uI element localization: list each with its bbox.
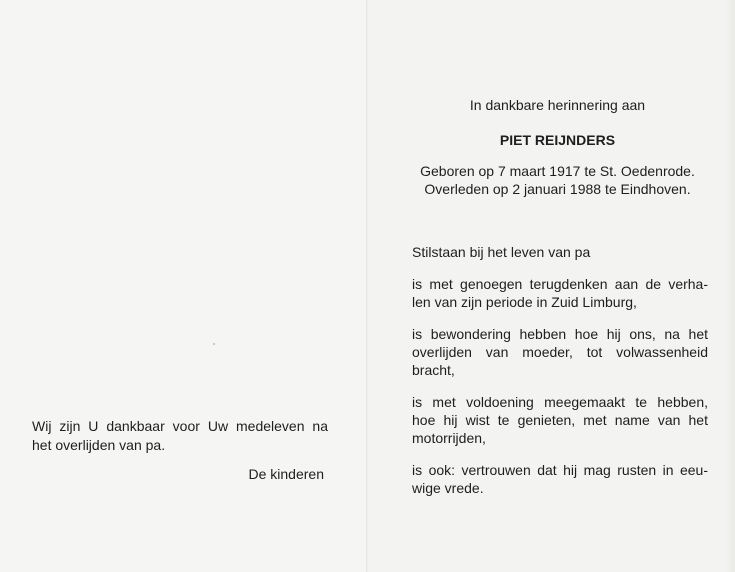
poem-line: is met genoegen terugdenken aan de verha- <box>412 276 708 292</box>
poem-line: wige vrede. <box>412 480 484 496</box>
signature: De kinderen <box>248 466 324 482</box>
paper-speck <box>213 343 215 345</box>
poem-line: is met voldoening meegemaakt te hebben, <box>412 394 708 410</box>
poem-intro: Stilstaan bij het leven van pa <box>412 244 591 260</box>
thanks-line-2: het overlijden van pa. <box>32 437 166 453</box>
poem-stanza-3 <box>412 393 708 447</box>
poem-stanza-1 <box>412 275 708 311</box>
left-panel <box>0 0 367 572</box>
deceased-name: PIET REIJNDERS <box>499 132 616 148</box>
memorial-heading: In dankbare herinnering aan <box>469 97 646 113</box>
poem-line: hoe hij wist te genieten, met name van het <box>412 412 708 428</box>
poem-line: overlijden van moeder, tot volwassenheid <box>412 344 708 360</box>
thanks-line-1: Wij zijn U dankbaar voor Uw medeleven na <box>32 418 328 434</box>
memorial-poem <box>412 243 708 511</box>
card-fold <box>366 0 368 572</box>
poem-line: len van zijn periode in Zuid Limburg, <box>412 294 637 310</box>
birth-line: Geboren op 7 maart 1917 te St. Oedenrode. <box>420 163 695 179</box>
thanks-message <box>32 417 328 455</box>
poem-line: is ook: vertrouwen dat hij mag rusten in eeu- <box>412 462 708 478</box>
poem-stanza-2 <box>412 325 708 379</box>
poem-stanza-4 <box>412 461 708 497</box>
poem-line: motorrijden, <box>412 430 486 446</box>
death-line: Overleden op 2 januari 1988 te Eindhoven. <box>424 181 691 197</box>
poem-line: bracht, <box>412 362 455 378</box>
card-edge-shadow <box>725 0 735 572</box>
poem-line: is bewondering hebben hoe hij ons, na het <box>412 326 708 342</box>
life-dates <box>405 162 710 198</box>
